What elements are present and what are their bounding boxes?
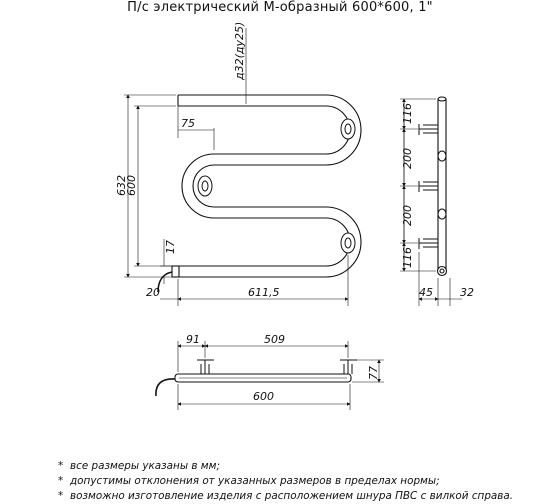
side-depth1-label: 45 [419, 286, 433, 299]
top-offset-label: 75 [181, 117, 195, 130]
plan-left-label: 91 [186, 333, 200, 346]
note-item: * допустимы отклонения от указанных размеров в пределах нормы; [58, 475, 440, 487]
plan-length-label: 600 [253, 390, 274, 403]
plan-power-cord [156, 379, 175, 396]
plan-between-label: 509 [264, 333, 285, 346]
power-cord [158, 272, 172, 292]
side-bracket-bottom [419, 238, 438, 249]
side-bracket-top [419, 124, 438, 135]
note-item: * возможно изготовление изделия с расположением шнура ПВС с вилкой справа. [58, 490, 514, 502]
note-item: * все размеры указаны в мм; [58, 460, 220, 472]
bracket-bottom [341, 233, 355, 253]
width-label: 611,5 [248, 286, 280, 299]
plan-dimension-labels [186, 333, 380, 403]
drawing-title: П/с электрический М-образный 600*600, 1" [127, 0, 433, 15]
height-inner-label: 600 [125, 175, 138, 196]
side-dimensions [400, 99, 462, 306]
side-middle1-label: 200 [401, 148, 414, 169]
cord-end [438, 267, 447, 276]
height-outer-label: 632 [115, 175, 128, 196]
bottom-gap-label: 17 [164, 240, 177, 254]
plan-bracket-left [197, 360, 214, 374]
side-middle2-label: 200 [401, 205, 414, 226]
plan-depth-label: 77 [367, 366, 380, 380]
plan-bracket-right [340, 360, 357, 374]
side-view [419, 97, 447, 276]
side-top-label: 116 [401, 103, 414, 124]
bracket-middle [198, 176, 212, 196]
pipe-diameter-label: д32(ду25) [233, 21, 246, 80]
bracket-top [341, 119, 355, 139]
front-dimension-labels [115, 22, 280, 299]
notes-list [58, 459, 558, 504]
left-offset-label: 20 [146, 286, 160, 299]
side-depth2-label: 32 [460, 286, 474, 299]
side-bottom-label: 116 [401, 247, 414, 268]
side-bracket-middle [419, 181, 438, 192]
